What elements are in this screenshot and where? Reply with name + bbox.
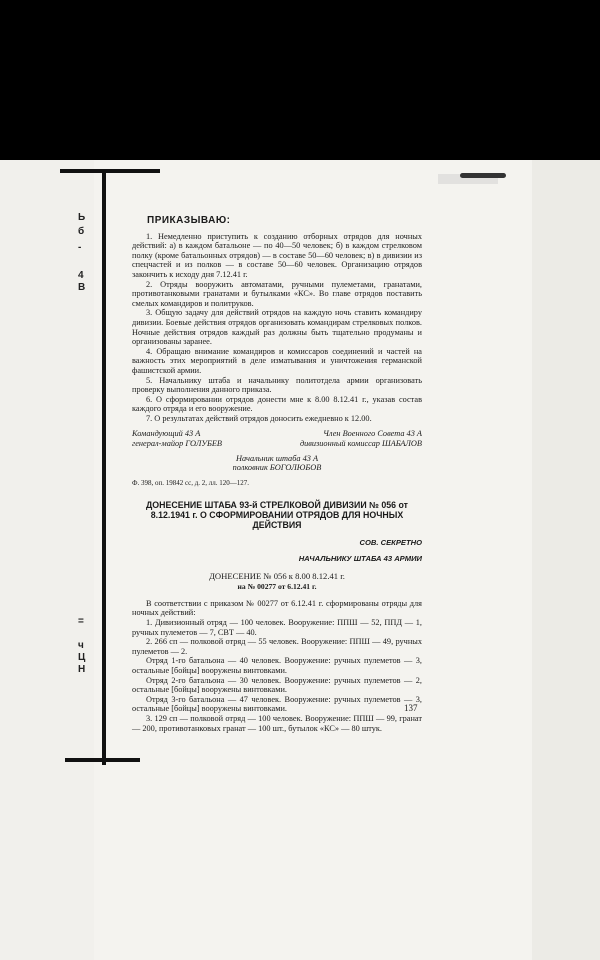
report-reference: на № 00277 от 6.12.41 г. [237,582,317,592]
order-paragraph: 3. Общую задачу для действий отрядов на каждую ночь ставить командиру дивизии. Боевые действия отрядов организовать командирам стрелковых полков. Ночные действия отрядов каждый раз должны быть тщательно продуманы и организованы заранее. [132,308,422,347]
order-paragraph: 1. Немедленно приступить к созданию отборных отрядов для ночных действий: а) в каждом батальоне — по 40—50 человек; б) в каждом стрелковом полку (кроме батальонных отрядов) — в составе 50—60 человек; в) в дивизии из спецчастей и из полков — в составе 50—60 человек. Организацию отрядов закончить к исходу дня 7.12.41 г. [132,231,422,279]
report-paragraph: Отряд 3-го батальона — 47 человек. Вооружение: ручных пулеметов — 3, остальные [бойцы] вооружены винтовками. [132,694,422,714]
report-body [132,599,422,733]
margin-mark: 4 [78,270,84,281]
ink-scribble [460,173,506,178]
margin-mark: б [78,226,85,237]
signature-row [132,429,422,448]
signature-right [283,429,422,448]
margin-mark: В [78,282,86,293]
report-paragraph: 2. 266 сп — полковой отряд — 55 человек. Вооружение: ППШ — 49, ручных пулеметов — 2. [132,637,422,656]
report-paragraph: 3. 129 сп — полковой отряд — 100 человек. Вооружение: ППШ — 99, гранат — 200, противотанковых гранат — 100 шт., бутылок «КС» — 80 штук. [132,713,422,733]
binding-bar-bottom [65,758,140,762]
margin-mark: = [78,616,84,627]
order-paragraph: 6. О сформировании отрядов донести мне к 8.00 8.12.41 г., указав состав каждого отряда и его вооружение. [132,394,422,414]
margin-mark: Н [78,664,86,675]
order-paragraph: 7. О результатах действий отрядов доносить ежедневно к 12.00. [146,413,372,423]
order-heading: ПРИКАЗЫВАЮ: [147,215,231,226]
page-number: 137 [404,703,418,713]
binding-bar-top [60,169,160,173]
classification: СОВ. СЕКРЕТНО [359,538,422,548]
margin-mark: ч [78,640,84,651]
order-paragraph: 2. Отряды вооружить автоматами, ручными пулеметами, гранатами, противотанковыми гранатами и бутылками «КС». Во главе отрядов поставить смелых командиров и политруков. [132,279,422,308]
addressee: НАЧАЛЬНИКУ ШТАБА 43 АРМИИ [298,554,422,564]
signature-left-title: Командующий 43 А [132,429,201,439]
binding-bar-vertical [102,171,106,765]
document-content [132,206,422,733]
order-paragraph: 5. Начальнику штаба и начальнику политотдела армии организовать проверку выполнения данного приказа. [132,375,422,395]
signature-center-name: полковник БОГОЛЮБОВ [232,463,322,473]
margin-mark: Ц [78,652,86,663]
order-paragraph: 4. Обращаю внимание командиров и комиссаров соединений и частей на важность этих мероприятий в деле изматывания и уничтожения германской фашистской армии. [132,346,422,375]
report-paragraph: Отряд 2-го батальона — 30 человек. Вооружение: ручных пулеметов — 2, остальные [бойцы] вооружены винтовками. [132,675,422,695]
report-paragraph: В соответствии с приказом № 00277 от 6.12.41 г. сформированы отряды для ночных действий: [132,598,422,618]
report-paragraph: 1. Дивизионный отряд — 100 человек. Вооружение: ППШ — 52, ППД — 1, ручных пулеметов — 7, СВТ — 40. [132,618,422,637]
page-right-edge [532,160,600,960]
signature-right-name: дивизионный комиссар ШАБАЛОВ [299,439,422,449]
margin-mark: Ь [78,212,86,223]
margin-mark: - [78,242,82,253]
signature-center-title: Начальник штаба 43 А [235,453,319,463]
signature-left-name: генерал-майор ГОЛУБЕВ [132,439,222,449]
report-number: ДОНЕСЕНИЕ № 056 к 8.00 8.12.41 г. [209,570,345,581]
archive-source: Ф. 398, оп. 19842 сс, д. 2, лл. 120—127. [132,478,250,487]
report-paragraph: Отряд 1-го батальона — 40 человек. Вооружение: ручных пулеметов — 3, остальные [бойцы] вооружены винтовками. [132,656,422,675]
signature-left [132,429,271,448]
report-title: ДОНЕСЕНИЕ ШТАБА 93-й СТРЕЛКОВОЙ ДИВИЗИИ № 056 от 8.12.1941 г. О СФОРМИРОВАНИИ ОТРЯДОВ ДЛЯ НОЧНЫХ ДЕЙСТВИЯ [146,500,408,531]
signature-right-title: Член Военного Совета 43 А [323,429,422,439]
